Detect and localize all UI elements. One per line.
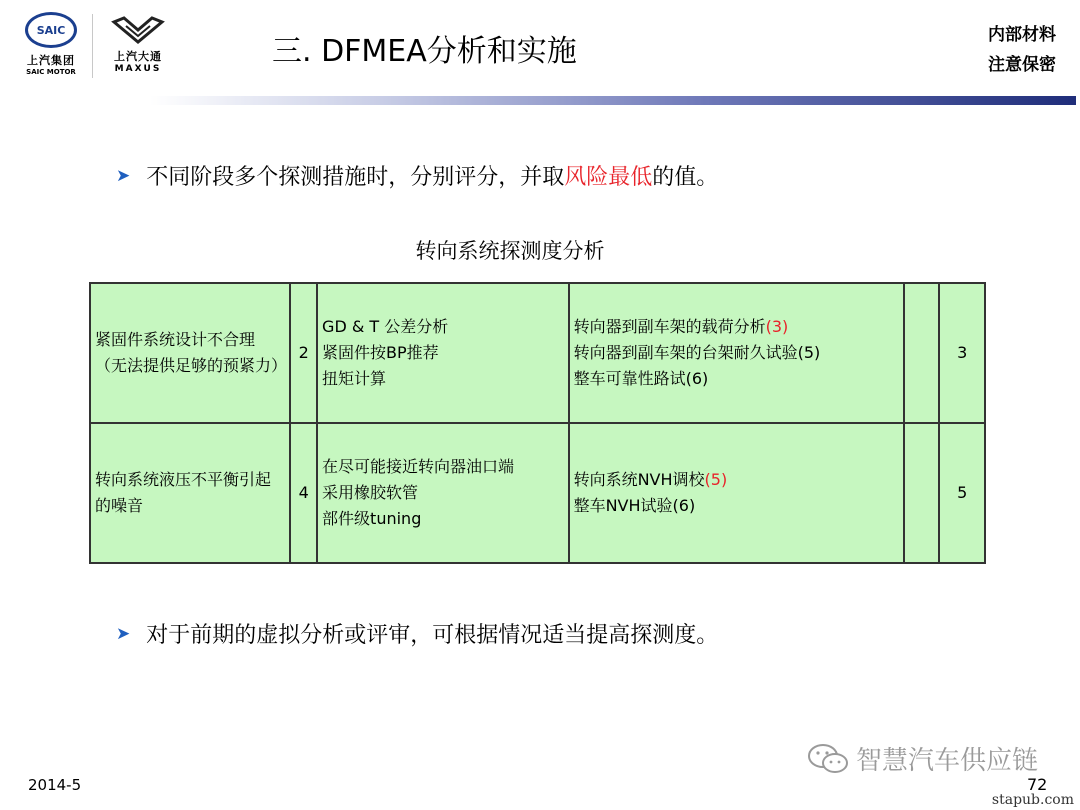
detection-score: (6): [685, 369, 709, 388]
detection-text: 转向器到副车架的载荷分析: [573, 317, 766, 336]
detection-line: [574, 467, 899, 493]
bullet-arrow-icon: ➤: [116, 623, 131, 644]
prevention-cell: [317, 283, 569, 423]
prevention-line: 扭矩计算: [322, 369, 387, 388]
page-number: 72: [1027, 775, 1048, 794]
maxus-logo: [100, 12, 176, 80]
site-watermark: stapub.com: [991, 792, 1074, 808]
maxus-logo-icon: [108, 12, 168, 46]
prevention-line: 部件级tuning: [322, 509, 422, 528]
bullet-1-text: [146, 160, 718, 191]
blank-cell: [904, 283, 939, 423]
prevention-line: GD & T 公差分析: [322, 317, 449, 336]
detection-line: [574, 493, 899, 519]
bullet-1-prefix: 不同阶段多个探测措施时，分别评分，并取: [146, 165, 565, 190]
title-gradient-bar: [150, 96, 1076, 105]
detection-line: [574, 340, 899, 366]
slide-title: 三. DFMEA分析和实施: [272, 34, 577, 69]
failure-cell: 紧固件系统设计不合理（无法提供足够的预紧力）: [90, 283, 290, 423]
maxus-logo-en: MAXUS: [114, 64, 162, 74]
wechat-watermark: [806, 740, 1038, 777]
saic-logo-mark: SAIC: [25, 12, 77, 48]
maxus-logo-cn: 上汽大通: [114, 50, 162, 63]
occurrence-cell: 2: [290, 283, 317, 423]
detection-score: (6): [672, 496, 696, 515]
detection-text: 转向系统NVH调校: [573, 470, 705, 489]
table-caption: 转向系统探测度分析: [415, 239, 605, 263]
detection-table: [89, 282, 986, 564]
saic-logo: [20, 12, 82, 80]
bullet-arrow-icon: ➤: [116, 165, 131, 186]
confidential-line-2: 注意保密: [988, 55, 1056, 75]
footer-date: 2014-5: [28, 776, 82, 794]
bullet-1-highlight: 风险最低: [564, 165, 653, 190]
bullet-point-2: [116, 618, 718, 649]
wechat-icon: [806, 742, 850, 776]
occurrence-cell: 4: [290, 423, 317, 563]
table-row: [90, 283, 985, 423]
detection-text: 整车NVH试验: [573, 496, 673, 515]
prevention-line: 采用橡胶软管: [322, 483, 419, 502]
prevention-cell: [317, 423, 569, 563]
confidential-line-1: 内部材料: [988, 25, 1056, 45]
blank-cell: [904, 423, 939, 563]
detection-score: (5): [797, 343, 821, 362]
prevention-line: 紧固件按BP推荐: [322, 343, 439, 362]
detection-line: [574, 366, 899, 392]
detection-score: (5): [704, 470, 728, 489]
logo-divider: [92, 14, 93, 78]
bullet-1-suffix: 的值。: [652, 165, 719, 190]
detection-cell: [569, 283, 904, 423]
bullet-point-1: [116, 160, 718, 191]
detection-cell: [569, 423, 904, 563]
wechat-account-name: 智慧汽车供应链: [856, 746, 1039, 776]
saic-logo-cn: 上汽集团: [27, 54, 75, 67]
detection-score: (3): [765, 317, 789, 336]
detection-text: 转向器到副车架的台架耐久试验: [573, 343, 798, 362]
detection-rating-cell: 5: [939, 423, 985, 563]
confidential-label: [988, 20, 1056, 80]
detection-text: 整车可靠性路试: [573, 369, 686, 388]
prevention-line: 在尽可能接近转向器油口端: [322, 457, 515, 476]
saic-logo-en: SAIC MOTOR: [26, 68, 76, 76]
table-row: [90, 423, 985, 563]
detection-rating-cell: 3: [939, 283, 985, 423]
bullet-2-text: 对于前期的虚拟分析或评审，可根据情况适当提高探测度。: [146, 623, 719, 648]
failure-cell: 转向系统液压不平衡引起的噪音: [90, 423, 290, 563]
detection-line: [574, 314, 899, 340]
